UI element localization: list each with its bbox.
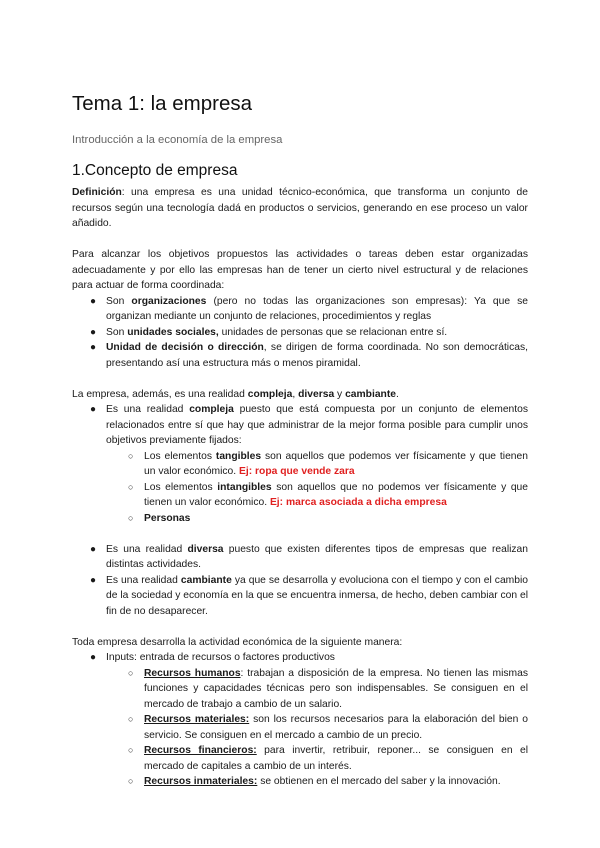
list-item: ○ Los elementos tangibles son aquellos que podemos ver físicamente y que tienen un valor económico. Ej: ropa que vende zara (128, 450, 528, 477)
list-item: ● Son unidades sociales, unidades de personas que se relacionan entre sí. (72, 325, 528, 341)
sublist-elementos (106, 449, 528, 527)
list-item: ● Inputs: entrada de recursos o factores productivos ○ Recursos humanos: trabajan a disposición de la empresa. No tienen las mismas funciones y capacidades técnicas pero son indispensables. Se consiguen en el mercado de trabajo a cambio de un salario. ○ Recursos materiales: son los recursos necesarios para la elaboración del bien o servicio. Se consiguen en el mercado a cambio de un precio. ○ Recursos financieros: para invertir, retribuir, reponer... se consiguen en el mercado de capitales a cambio de un interés. ○ Recursos inmateriales: se obtienen en el mercado del saber y la innovación. (72, 650, 528, 790)
bullet-circle-icon: ○ (128, 667, 134, 678)
bullet-circle-icon: ○ (128, 776, 134, 786)
list-item: ● Son organizaciones (pero no todas las organizaciones son empresas): Ya que se organizan mediante un conjunto de relaciones, procedimientos y reglas (90, 295, 529, 322)
bullet-circle-icon: ○ (128, 481, 134, 492)
list-realidad (72, 402, 528, 619)
bullet-circle-icon: ○ (128, 512, 134, 523)
list-item: ○ Los elementos intangibles son aquellos que no podemos ver físicamente y que tienen un valor económico. Ej: marca asociada a dicha empresa (128, 481, 528, 508)
list-item: ● Es una realidad compleja puesto que está compuesta por un conjunto de elementos relacionados entre sí que hay que administrar de la mejor forma posible para cumplir unos objetivos previamente fijados: ○ Los elementos tangibles son aquellos que podemos ver físicamente y que tienen un valor económico. Ej: ropa que vende zara ○ Los elementos intangibles son aquellos que no podemos ver físicamente y que tienen un valor económico. Ej: marca asociada a dicha empresa ○ Personas (72, 402, 528, 542)
definition-label: Definición (72, 187, 122, 198)
bullet-disc-icon: ● (90, 295, 97, 307)
list-caracteristicas (72, 294, 528, 372)
list-item: ● Unidad de decisión o dirección, se dirigen de forma coordinada. No son democráticas, presentando así una estructura más o menos piramidal. (90, 342, 528, 369)
bullet-disc-icon: ● (90, 404, 97, 415)
bullet-disc-icon: ● (90, 652, 97, 663)
list-item: ● Es una realidad cambiante ya que se desarrolla y evoluciona con el tiempo y con el cambio de la sociedad y economía en la que se encuentra inmersa, de hecho, deben cambiar con el fin de no desaparecer. (90, 574, 528, 617)
list-item: ○ Recursos financieros: para invertir, retribuir, reponer... se consiguen en el mercado de capitales a cambio de un interés. (128, 745, 529, 772)
page-title: Tema 1: la empresa (72, 92, 253, 115)
bullet-circle-icon: ○ (128, 450, 134, 461)
list-item: ○ Recursos inmateriales: se obtienen en el mercado del saber y la innovación. (72, 774, 528, 790)
example-highlight: Ej: marca asociada a dicha empresa (269, 497, 447, 508)
document-body (72, 185, 528, 790)
paragraph-realidad: La empresa, además, es una realidad compleja, diversa y cambiante. (72, 388, 399, 400)
paragraph-actividad: Toda empresa desarrolla la actividad económica de la siguiente manera: (72, 636, 403, 648)
list-item: ○ Recursos materiales: son los recursos necesarios para la elaboración del bien o servicio. Se consiguen en el mercado a cambio de un precio. (128, 714, 528, 741)
list-item: ○ Personas (72, 511, 528, 527)
section-heading: 1.Concepto de empresa (72, 162, 238, 179)
bullet-circle-icon: ○ (128, 714, 134, 724)
bullet-disc-icon: ● (90, 543, 97, 555)
definition-text: : una empresa es una unidad técnico-económica, que transforma un conjunto de recursos según una tecnología dadá en productos o servicios, generando en ese proceso un valor añadido. (72, 187, 528, 229)
bullet-circle-icon: ○ (128, 745, 134, 755)
list-item: ○ Recursos humanos: trabajan a disposición de la empresa. No tienen las mismas funciones y capacidades técnicas pero son indispensables. Se consiguen en el mercado de trabajo a cambio de un salario. (128, 667, 528, 710)
bullet-disc-icon: ● (90, 326, 97, 338)
bullet-disc-icon: ● (90, 574, 97, 586)
example-highlight: Ej: ropa que vende zara (239, 466, 355, 477)
paragraph-objetivos: Para alcanzar los objetivos propuestos las actividades o tareas deben estar organizadas adecuadamente y por ello las empresas han de tener un cierto nivel estructural y de relaciones para actuar de forma coordinada: (72, 249, 528, 291)
sublist-recursos (106, 666, 528, 790)
definition-paragraph (72, 185, 528, 232)
page-subtitle: Introducción a la economía de la empresa (72, 134, 283, 146)
bullet-disc-icon: ● (90, 342, 97, 353)
list-item: ● Es una realidad diversa puesto que existen diferentes tipos de empresas que realizan distintas actividades. (90, 543, 529, 570)
list-actividad (72, 650, 528, 790)
